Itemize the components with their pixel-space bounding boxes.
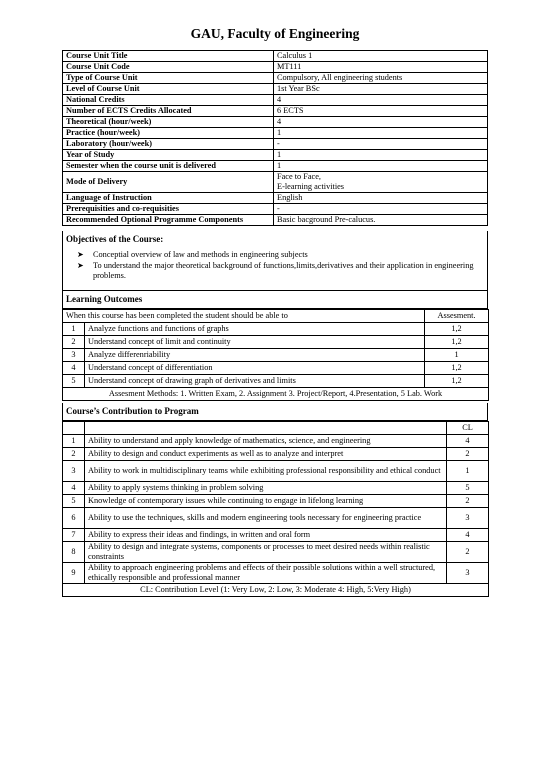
info-value: 4 xyxy=(274,117,488,128)
row-number: 5 xyxy=(63,375,85,388)
objective-text: To understand the major theoretical background of functions,limits,derivatives and their application in engineering problems. xyxy=(93,260,474,280)
cl-value: 5 xyxy=(447,482,489,495)
info-row xyxy=(63,128,488,139)
list-item xyxy=(77,250,487,261)
info-row xyxy=(63,215,488,226)
table-row xyxy=(63,482,489,495)
contribution-title: Course’s Contribution to Program xyxy=(66,406,199,416)
info-row xyxy=(63,51,488,62)
table-row xyxy=(63,336,489,349)
outcome-text: Understand concept of drawing graph of derivatives and limits xyxy=(85,375,425,388)
table-row xyxy=(63,529,489,542)
info-label: Theoretical (hour/week) xyxy=(63,117,274,128)
row-number: 6 xyxy=(63,508,85,529)
info-label: Number of ECTS Credits Allocated xyxy=(63,106,274,117)
info-row xyxy=(63,172,488,193)
assessment-value: 1,2 xyxy=(425,336,489,349)
row-number: 2 xyxy=(63,448,85,461)
table-row xyxy=(63,508,489,529)
objectives-list xyxy=(63,250,487,282)
info-row xyxy=(63,139,488,150)
table-row xyxy=(63,495,489,508)
table-row xyxy=(63,349,489,362)
info-row xyxy=(63,117,488,128)
info-row xyxy=(63,193,488,204)
delivery-mode-line: E-learning activities xyxy=(277,182,345,191)
info-row xyxy=(63,73,488,84)
info-label: Laboratory (hour/week) xyxy=(63,139,274,150)
info-row xyxy=(63,161,488,172)
info-value xyxy=(274,172,488,193)
outcome-text: Understand concept of differentiation xyxy=(85,362,425,375)
info-value: 4 xyxy=(274,95,488,106)
outcome-text: Analyze functions and functions of graphs xyxy=(85,323,425,336)
assessment-value: 1,2 xyxy=(425,323,489,336)
info-value: 1 xyxy=(274,128,488,139)
arrow-bullet-icon: ➤ xyxy=(77,250,84,259)
learning-outcomes-table xyxy=(62,309,489,401)
info-label: Prerequisities and co-requisities xyxy=(63,204,274,215)
cl-value: 2 xyxy=(447,495,489,508)
contribution-text: Knowledge of contemporary issues while continuing to engage in lifelong learning xyxy=(85,495,447,508)
info-row xyxy=(63,150,488,161)
info-value: - xyxy=(274,139,488,150)
contribution-text: Ability to work in multidisciplinary teams while exhibiting professional responsibility and ethical conduct xyxy=(85,461,447,482)
outcome-text: Understand concept of limit and continuity xyxy=(85,336,425,349)
cl-value: 2 xyxy=(447,448,489,461)
list-item xyxy=(77,261,487,282)
row-number: 4 xyxy=(63,362,85,375)
cl-value: 2 xyxy=(447,542,489,563)
empty-cell xyxy=(63,422,85,435)
row-number: 1 xyxy=(63,435,85,448)
row-number: 5 xyxy=(63,495,85,508)
delivery-mode-line: Face to Face, xyxy=(277,172,322,181)
info-label: Recommended Optional Programme Components xyxy=(63,215,274,226)
info-value: English xyxy=(274,193,488,204)
assessment-value: 1,2 xyxy=(425,362,489,375)
info-label: Type of Course Unit xyxy=(63,73,274,84)
table-row xyxy=(63,323,489,336)
learning-outcomes-section xyxy=(62,291,488,309)
info-label: Course Unit Code xyxy=(63,62,274,73)
learning-outcomes-title: Learning Outcomes xyxy=(66,294,143,304)
row-number: 3 xyxy=(63,461,85,482)
info-label: Course Unit Title xyxy=(63,51,274,62)
table-row xyxy=(63,563,489,584)
info-label: Practice (hour/week) xyxy=(63,128,274,139)
assessment-value: 1 xyxy=(425,349,489,362)
assessment-value: 1,2 xyxy=(425,375,489,388)
contribution-text: Ability to express their ideas and findings, in written and oral form xyxy=(85,529,447,542)
info-label: Mode of Delivery xyxy=(63,172,274,193)
course-info-table xyxy=(62,50,488,226)
contribution-table xyxy=(62,421,489,597)
table-row xyxy=(63,375,489,388)
row-number: 1 xyxy=(63,323,85,336)
info-row xyxy=(63,84,488,95)
row-number: 2 xyxy=(63,336,85,349)
info-label: Level of Course Unit xyxy=(63,84,274,95)
objective-text: Conceptial overview of law and methods in engineering subjects xyxy=(93,250,308,259)
info-value: - xyxy=(274,204,488,215)
info-label: Semester when the course unit is delivered xyxy=(63,161,274,172)
info-row xyxy=(63,204,488,215)
row-number: 9 xyxy=(63,563,85,584)
info-row xyxy=(63,62,488,73)
cl-value: 3 xyxy=(447,508,489,529)
info-value: 1st Year BSc xyxy=(274,84,488,95)
row-number: 8 xyxy=(63,542,85,563)
table-row xyxy=(63,448,489,461)
info-label: Year of Study xyxy=(63,150,274,161)
info-value: MT111 xyxy=(274,62,488,73)
contribution-text: Ability to design and integrate systems, components or processes to meet desired needs within realistic constraints xyxy=(85,542,447,563)
contribution-section xyxy=(62,403,488,421)
info-value: 1 xyxy=(274,150,488,161)
contribution-text: Ability to use the techniques, skills and modern engineering tools necessary for engineering practice xyxy=(85,508,447,529)
lo-header-left: When this course has been completed the student should be able to xyxy=(63,310,425,323)
page-title: GAU, Faculty of Engineering xyxy=(190,26,360,41)
contribution-text: Ability to design and conduct experiments as well as to analyze and interpret xyxy=(85,448,447,461)
table-row xyxy=(63,584,489,597)
contribution-text: Ability to approach engineering problems and effects of their possible solutions within a well structured, ethically responsible and professional manner xyxy=(85,563,447,584)
table-row xyxy=(63,362,489,375)
info-value: Basic bacground Pre-calucus. xyxy=(274,215,488,226)
info-row xyxy=(63,95,488,106)
info-label: National Credits xyxy=(63,95,274,106)
info-value: 6 ECTS xyxy=(274,106,488,117)
table-row xyxy=(63,461,489,482)
row-number: 7 xyxy=(63,529,85,542)
empty-cell xyxy=(85,422,447,435)
contribution-text: Ability to understand and apply knowledge of mathematics, science, and engineering xyxy=(85,435,447,448)
contribution-text: Ability to apply systems thinking in problem solving xyxy=(85,482,447,495)
assessment-methods: Assesment Methods: 1. Written Exam, 2. Assignment 3. Project/Report, 4.Presentation, 5 Lab. Work xyxy=(63,388,489,401)
info-value: 1 xyxy=(274,161,488,172)
row-number: 4 xyxy=(63,482,85,495)
arrow-bullet-icon: ➤ xyxy=(77,260,84,270)
objectives-section xyxy=(62,231,488,291)
info-row xyxy=(63,106,488,117)
table-header-row xyxy=(63,310,489,323)
cl-legend: CL: Contribution Level (1: Very Low, 2: Low, 3: Moderate 4: High, 5:Very High) xyxy=(63,584,489,597)
info-value: Compulsory, All engineering students xyxy=(274,73,488,84)
table-header-row xyxy=(63,422,489,435)
cl-value: 1 xyxy=(447,461,489,482)
table-row xyxy=(63,435,489,448)
info-label: Language of Instruction xyxy=(63,193,274,204)
cl-header: CL xyxy=(447,422,489,435)
cl-value: 4 xyxy=(447,435,489,448)
outcome-text: Analyze differenriability xyxy=(85,349,425,362)
info-value: Calculus 1 xyxy=(274,51,488,62)
objectives-title: Objectives of the Course: xyxy=(66,234,164,244)
row-number: 3 xyxy=(63,349,85,362)
cl-value: 4 xyxy=(447,529,489,542)
table-row xyxy=(63,542,489,563)
cl-value: 3 xyxy=(447,563,489,584)
table-row xyxy=(63,388,489,401)
lo-header-right: Assesment. xyxy=(425,310,489,323)
